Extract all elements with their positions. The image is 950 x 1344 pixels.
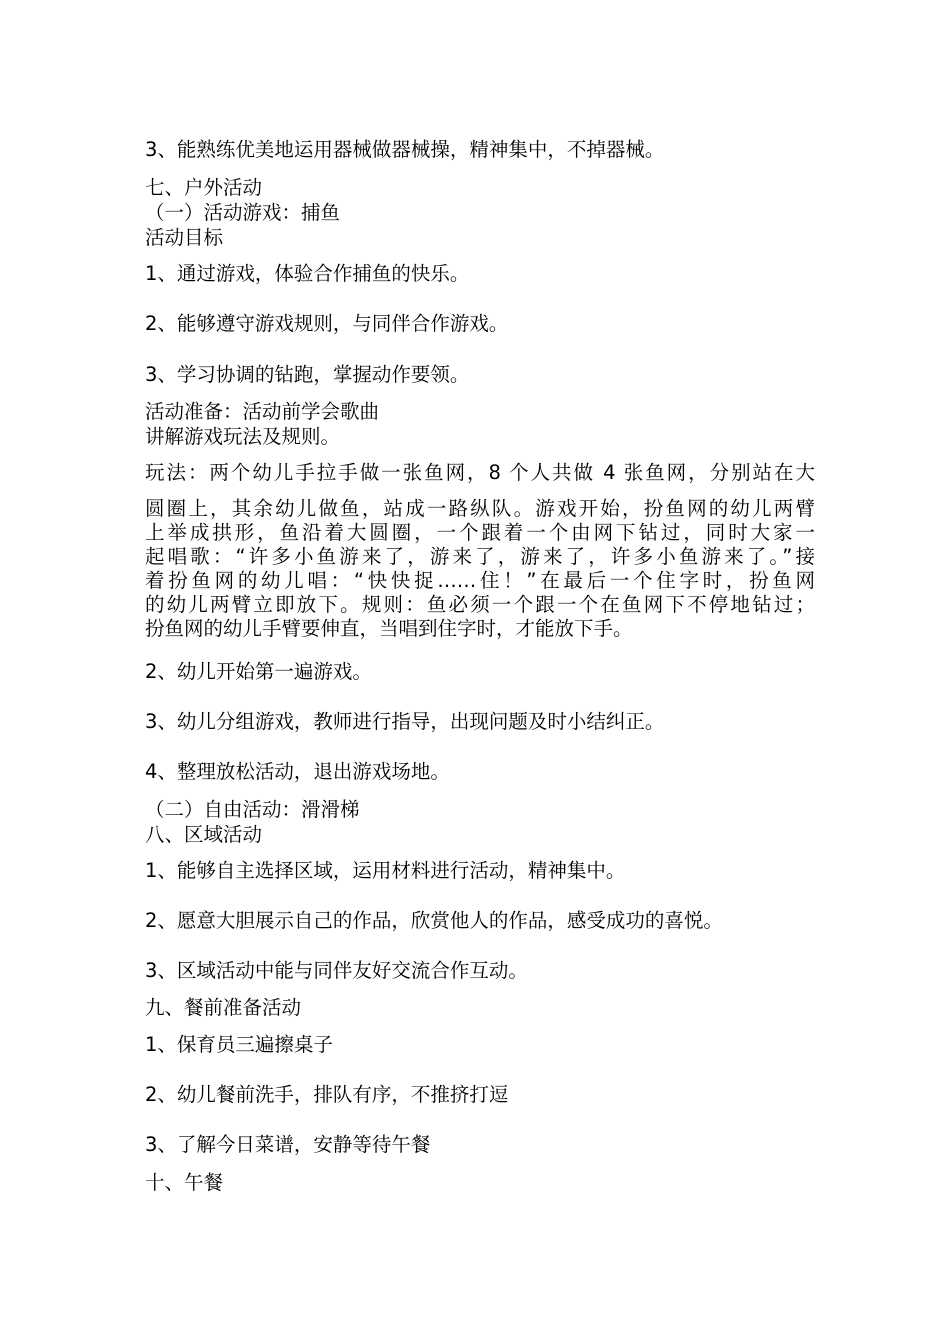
text-line: 讲解游戏玩法及规则。 [145, 425, 341, 448]
paragraph-line: 扮鱼网的幼儿手臂要伸直，当唱到住字时，才能放下手。 [145, 617, 633, 640]
section-heading: 十、午餐 [145, 1171, 224, 1194]
list-item: 1、保育员三遍擦桌子 [145, 1033, 333, 1056]
list-item: 1、通过游戏，体验合作捕鱼的快乐。 [145, 262, 470, 285]
list-item: 2、幼儿餐前洗手，排队有序，不推挤打逗 [145, 1083, 509, 1106]
section-heading: 七、户外活动 [145, 176, 263, 199]
text-line: 活动准备：活动前学会歌曲 [145, 400, 380, 423]
subsection-heading: （二）自由活动：滑滑梯 [145, 798, 360, 821]
list-item: 2、幼儿开始第一遍游戏。 [145, 660, 372, 683]
paragraph-line: 着扮鱼网的幼儿唱：“快快捉……住！”在最后一个住字时，扮鱼网 [145, 569, 815, 592]
text-line: 活动目标 [145, 226, 224, 249]
list-item: 3、区域活动中能与同伴友好交流合作互动。 [145, 959, 528, 982]
list-item: 3、幼儿分组游戏，教师进行指导，出现问题及时小结纠正。 [145, 710, 665, 733]
list-item: 1、能够自主选择区域，运用材料进行活动，精神集中。 [145, 859, 626, 882]
list-item: 2、愿意大胆展示自己的作品，欣赏他人的作品，感受成功的喜悦。 [145, 909, 723, 932]
paragraph-line: 的幼儿两臂立即放下。规则：鱼必须一个跟一个在鱼网下不停地钻过； [145, 593, 815, 616]
subsection-heading: （一）活动游戏：捕鱼 [145, 201, 341, 224]
list-item: 2、能够遵守游戏规则，与同伴合作游戏。 [145, 312, 509, 335]
paragraph-line: 上举成拱形，鱼沿着大圆圈，一个跟着一个由网下钻过，同时大家一 [145, 521, 815, 544]
play-paragraph [145, 461, 815, 641]
paragraph-line: 玩法：两个幼儿手拉手做一张鱼网，8 个人共做 4 张鱼网，分别站在大 [145, 461, 815, 484]
section-heading: 九、餐前准备活动 [145, 996, 302, 1019]
text-line: 3、能熟练优美地运用器械做器械操，精神集中，不掉器械。 [145, 138, 665, 161]
list-item: 3、学习协调的钻跑，掌握动作要领。 [145, 363, 470, 386]
list-item: 4、整理放松活动，退出游戏场地。 [145, 760, 450, 783]
section-heading: 八、区域活动 [145, 823, 263, 846]
paragraph-line: 圆圈上，其余幼儿做鱼，站成一路纵队。游戏开始，扮鱼网的幼儿两臂 [145, 497, 815, 520]
paragraph-line: 起唱歌：“许多小鱼游来了，游来了，游来了，许多小鱼游来了。”接 [145, 545, 815, 568]
list-item: 3、了解今日菜谱，安静等待午餐 [145, 1133, 431, 1156]
